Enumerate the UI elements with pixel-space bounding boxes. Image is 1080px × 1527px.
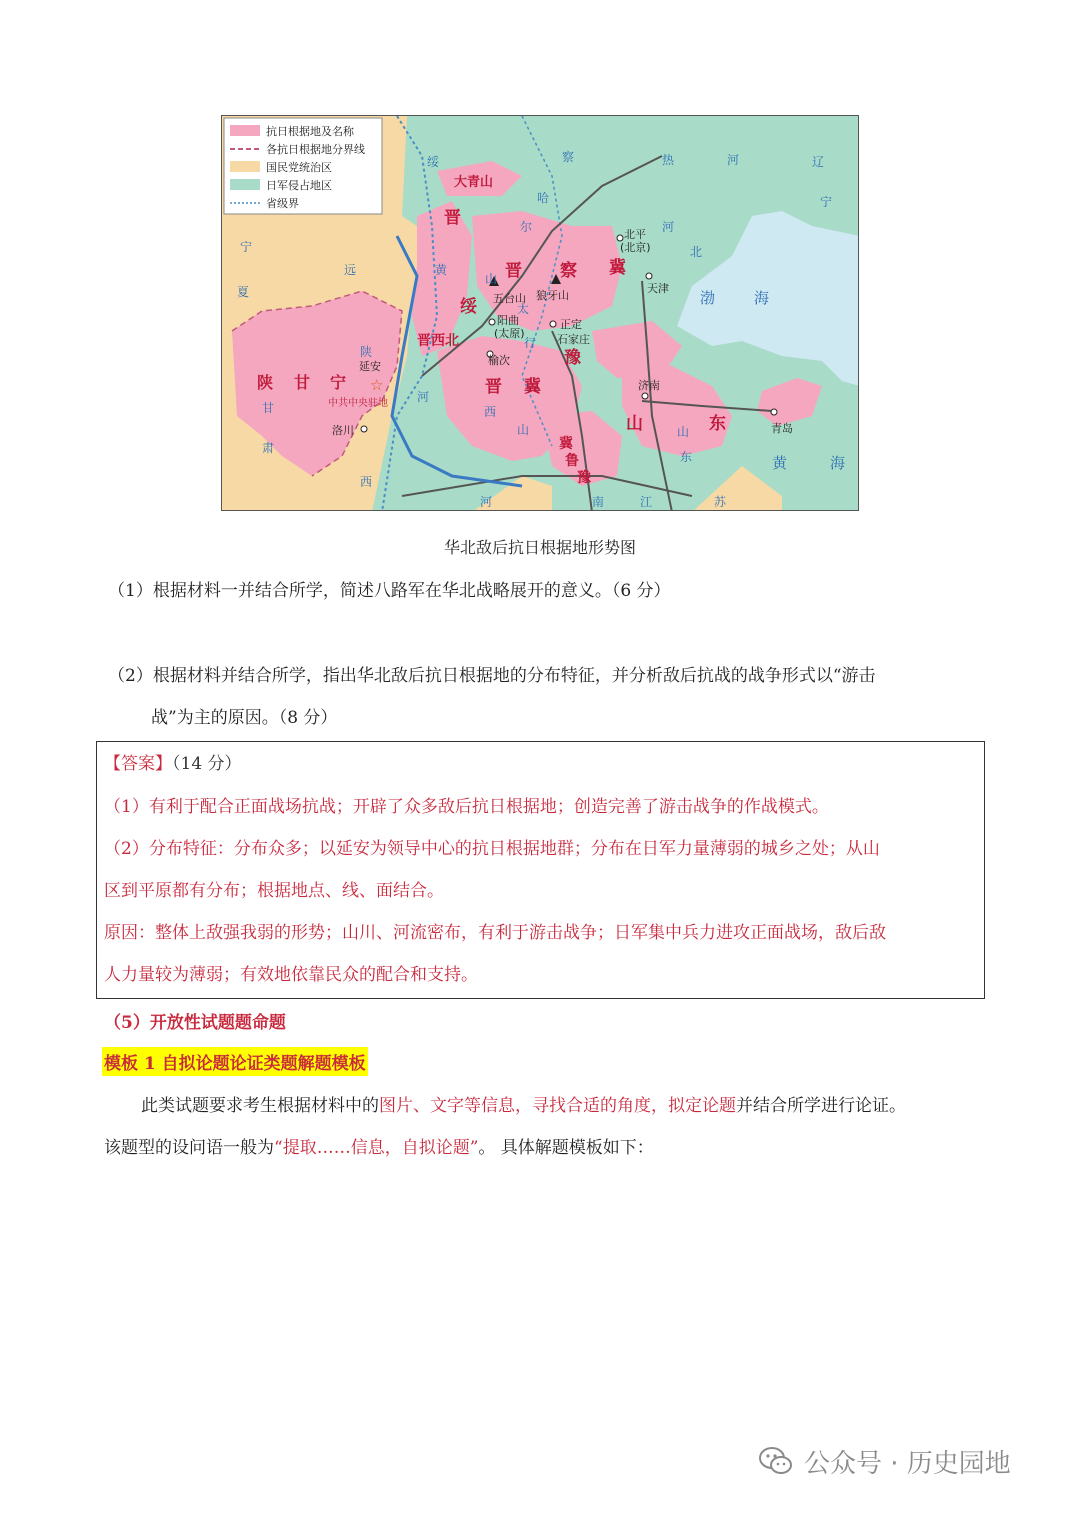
region-label: 绥 [460,297,477,317]
legend-label: 各抗日根据地分界线 [266,143,365,156]
legend-label: 抗日根据地及名称 [266,125,354,138]
province-label: 行 [524,336,537,350]
paragraph-text: 此类试题要求考生根据材料中的 [141,1096,379,1116]
city-label: 阳曲 [497,314,519,327]
province-label: 远 [344,263,357,277]
legend-label: 省级界 [266,197,299,210]
city-label: 洛川 [332,424,354,437]
watermark [758,1441,1011,1481]
province-label: 黄 [435,263,448,277]
paragraph-text: 。 具体解题模板如下： [478,1138,654,1158]
province-label: 东 [680,450,693,464]
answer-reason-line-1: 原因：整体上敌强我弱的形势；山川、河流密布，有利于游击战争；日军集中兵力进攻正面战场，敌后敌 [104,923,886,943]
city-label: (太原) [494,327,525,340]
paragraph-text: 并结合所学进行论证。 [736,1096,906,1116]
province-label: 热 [662,153,675,167]
answer-2-line-1: （2）分布特征：分布众多；以延安为领导中心的抗日根据地群；分布在日军力量薄弱的城乡之处；从山 [104,839,880,859]
province-label: 哈 [537,191,550,205]
province-label: 北 [690,245,703,259]
province-label: 江 [640,495,653,509]
legend-label: 国民党统治区 [266,161,332,174]
province-label: 河 [480,495,493,509]
province-label: 陕 [360,345,373,359]
province-label: 河 [662,220,675,234]
map-svg [222,116,859,511]
province-label: 甘 [262,401,275,415]
question-2-line-2: 战”为主的原因。（8 分） [151,708,338,728]
city-marker [550,321,556,327]
province-label: 苏 [714,495,727,509]
wechat-icon [758,1446,794,1476]
province-label: 宁 [240,240,253,254]
sea-label: 渤 [700,289,716,307]
region-label: 晋 [485,377,502,397]
region-label: 鲁 [565,453,579,469]
region-label: 冀 [524,377,541,397]
city-label: 榆次 [488,354,510,367]
city-label: 天津 [647,282,669,295]
answer-1: （1）有利于配合正面战场抗战；开辟了众多敌后抗日根据地；创造完善了游击战争的作战模式。 [104,797,829,817]
province-label: 肃 [262,441,275,455]
region-label: 察 [560,261,577,281]
city-label: 正定 [560,318,582,331]
paragraph-highlight: 图片、文字等信息，寻找合适的角度，拟定论题 [379,1096,736,1116]
province-label: 山 [485,272,498,286]
legend-swatch-base [230,125,260,136]
city-label: 石家庄 [557,333,590,346]
city-label: 狼牙山 [536,289,569,302]
sea-label: 海 [830,454,846,472]
paragraph-highlight: “提取……信息，自拟论题” [274,1138,479,1158]
answer-reason-line-2: 人力量较为薄弱；有效地依靠民众的配合和支持。 [104,965,478,985]
region-label: 甘 [294,373,311,392]
city-label: 延安 [359,360,381,373]
sea-label: 海 [754,289,770,307]
region-label: 东 [709,414,726,434]
city-label: 济南 [638,379,660,392]
city-label: 五台山 [493,292,526,305]
region-label: 晋西北 [417,333,459,349]
legend-label: 日军侵占地区 [266,179,332,192]
answer-title: 【答案】 [104,754,172,774]
province-label: 尔 [520,220,533,234]
province-label: 绥 [427,155,440,169]
region-label: 陕 [257,373,274,392]
region-label: 大青山 [454,175,494,190]
city-marker [361,426,367,432]
region-label: 豫 [564,348,581,368]
region-label: 豫 [577,470,591,486]
legend-swatch-occupied [230,179,260,190]
province-label: 山 [677,425,690,439]
answer-points: （14 分） [172,754,242,774]
province-label: 察 [562,150,575,164]
city-label: (北京) [620,241,651,254]
answer-header [104,750,242,778]
region-label: 晋 [444,208,461,228]
section-title: （5）开放性试题题命题 [104,1013,286,1033]
province-label: 西 [484,405,497,419]
province-label: 夏 [237,285,250,299]
city-marker [771,409,777,415]
question-2-line-1: （2）根据材料并结合所学，指出华北敌后抗日根据地的分布特征，并分析敌后抗战的战争形式以“游击 [108,666,876,686]
city-label: 北平 [624,228,646,241]
sea-label: 黄 [772,454,788,472]
city-label: 青岛 [771,422,793,435]
watermark-text: 公众号 · 历史园地 [804,1448,1011,1479]
paragraph-line-2 [104,1134,654,1162]
region-label: 晋 [505,261,522,281]
province-label: 太 [517,302,530,316]
province-label: 河 [417,390,430,404]
star-icon: ☆ [370,376,384,394]
province-label: 山 [517,423,530,437]
city-marker [489,319,495,325]
legend-swatch-kmt [230,161,260,172]
region-label: 冀 [609,258,626,278]
city-marker [642,393,648,399]
region-label: 冀 [559,436,573,452]
province-label: 西 [360,475,373,489]
province-label: 南 [592,495,605,509]
province-label: 河 [727,153,740,167]
answer-2-line-2: 区到平原都有分布；根据地点、线、面结合。 [104,881,444,901]
template-title: 模板 1 自拟论题论证类题解题模板 [102,1047,368,1076]
province-label: 宁 [820,195,833,209]
region-label: 山 [626,414,643,434]
question-1: （1）根据材料一并结合所学，简述八路军在华北战略展开的意义。（6 分） [108,581,671,601]
north-china-base-map [221,115,859,511]
paragraph-text: 该题型的设问语一般为 [104,1138,274,1158]
city-label: 中共中央驻地 [328,398,388,409]
map-caption: 华北敌后抗日根据地形势图 [443,538,636,557]
city-marker [646,273,652,279]
province-label: 辽 [812,155,825,169]
paragraph-line-1 [141,1092,906,1120]
region-label: 宁 [330,373,347,392]
